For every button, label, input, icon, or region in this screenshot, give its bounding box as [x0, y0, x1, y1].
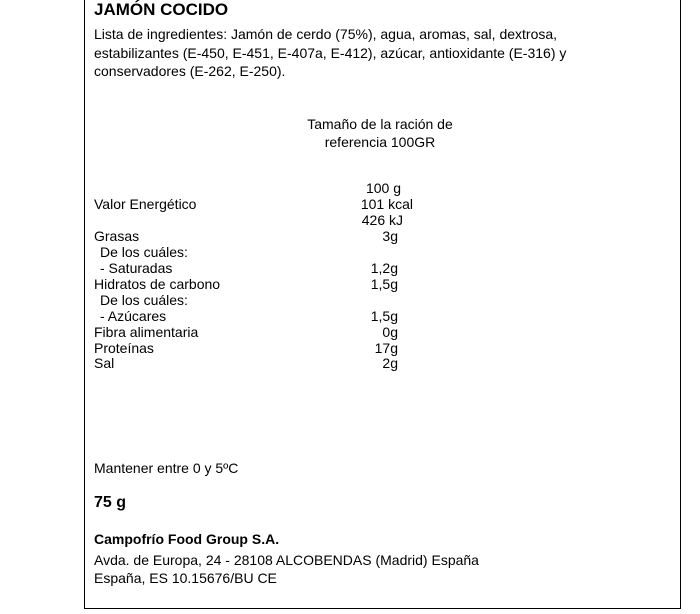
nutrient-value: 1,5g	[370, 276, 398, 292]
nutrient-label: Valor Energético	[94, 196, 197, 212]
nutrient-value: 1,5g	[370, 308, 398, 324]
nutrient-value: 0g	[382, 324, 398, 340]
nutrient-label: Grasas	[94, 228, 140, 244]
nutrient-value: 17g	[374, 340, 398, 356]
net-weight: 75 g	[94, 494, 127, 511]
nutrient-label: Fibra alimentaria	[94, 324, 199, 340]
manufacturer-name: Campofrío Food Group S.A.	[94, 531, 280, 547]
product-title: JAMÓN COCIDO	[94, 0, 229, 19]
nutrient-value: 1,2g	[370, 260, 398, 276]
serving-size	[290, 115, 470, 151]
serving-line-2: referencia 100GR	[324, 134, 436, 150]
storage-instructions: Mantener entre 0 y 5ºC	[94, 460, 239, 476]
nutrient-value: 101 kcal	[360, 196, 413, 212]
ingredients-list: Lista de ingredientes: Jamón de cerdo (75%), agua, aromas, sal, dextrosa, estabilizantes (E-450, E-451, E-407a, E-412), azúcar, antioxidante (E-316) y conservadores (E-262, E-250).	[94, 26, 567, 79]
nutrient-label: Sal	[94, 355, 115, 371]
nutrient-value: 3g	[382, 228, 398, 244]
nutrient-label: De los cuáles:	[100, 292, 188, 308]
nutrient-value: 2g	[382, 355, 398, 371]
manufacturer-address: Avda. de Europa, 24 - 28108 ALCOBENDAS (Madrid) España	[94, 552, 479, 568]
column-header: 100 g	[365, 180, 401, 196]
serving-line-1: Tamaño de la ración de	[307, 116, 453, 132]
nutrient-label: - Azúcares	[100, 308, 167, 324]
nutrient-label: Proteínas	[94, 340, 154, 356]
nutrient-label: De los cuáles:	[100, 244, 188, 260]
health-mark: España, ES 10.15676/BU CE	[94, 570, 277, 586]
nutrient-value: 426 kJ	[361, 212, 403, 228]
nutrient-label: - Saturadas	[100, 260, 173, 276]
nutrient-label: Hidratos de carbono	[94, 276, 221, 292]
